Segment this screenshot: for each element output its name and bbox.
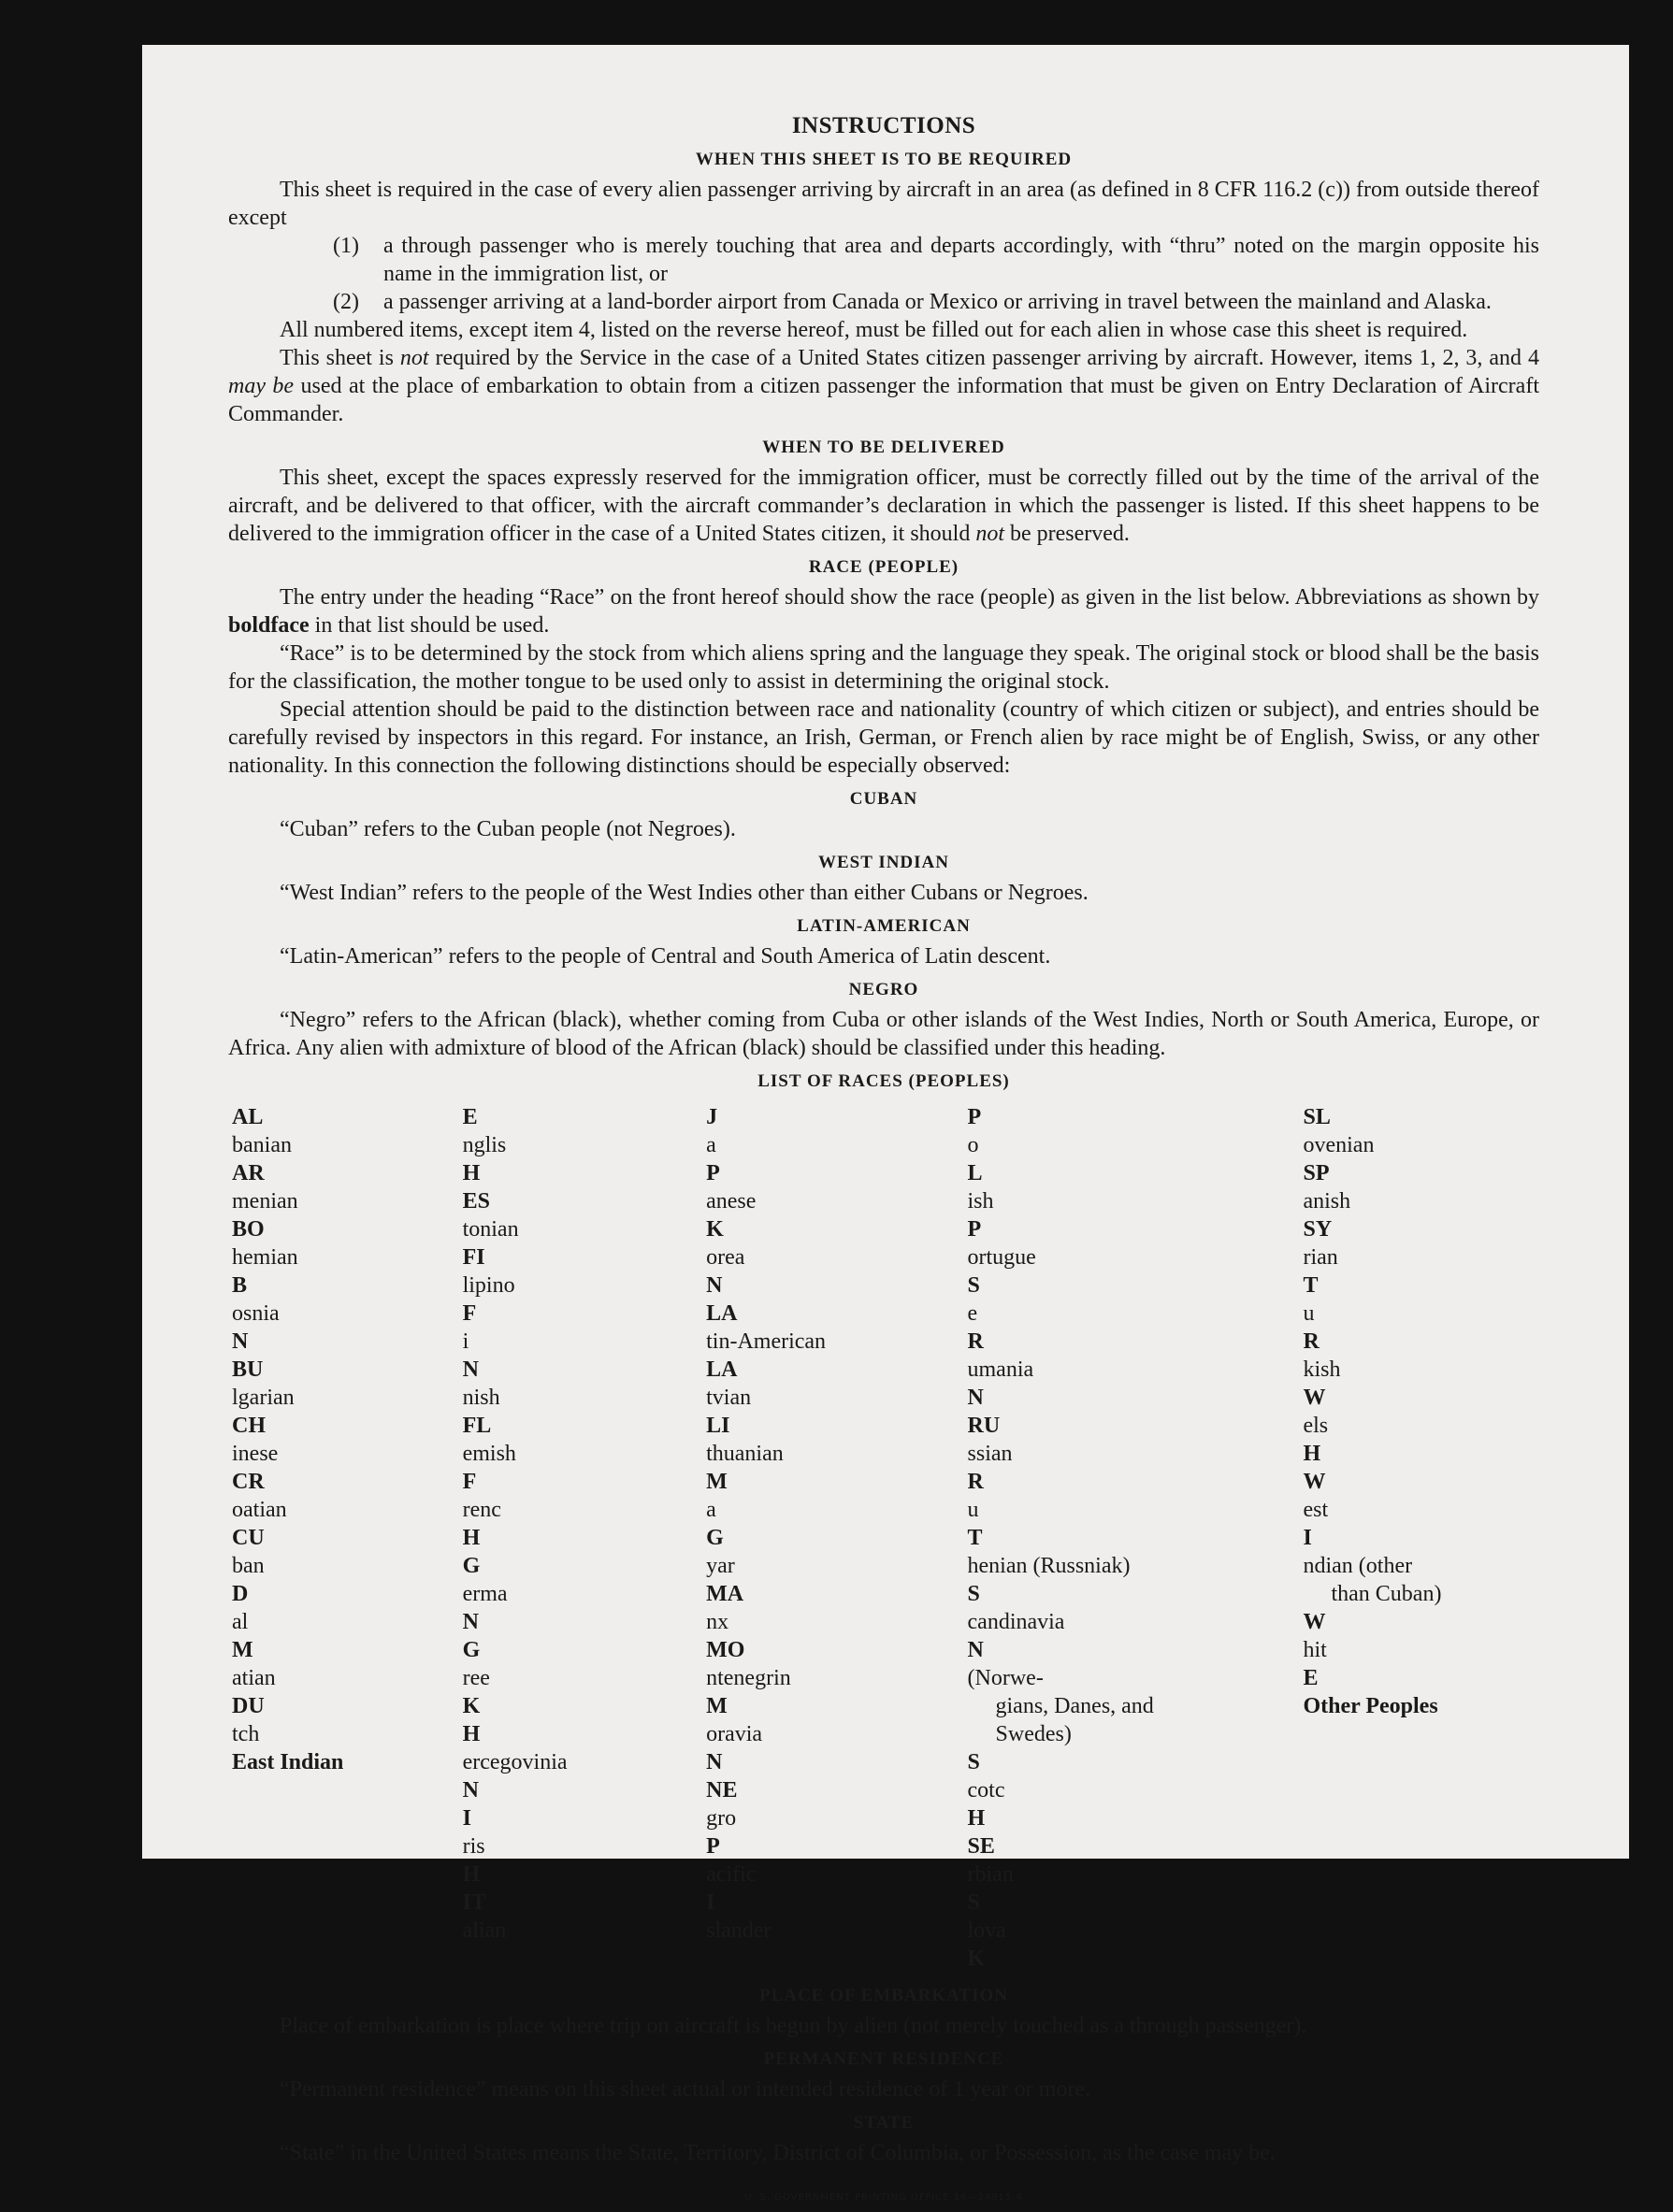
numbered-item-1 — [333, 232, 1539, 288]
race-entry: AL banian — [232, 1105, 292, 1157]
race-entry: IT alian — [462, 1890, 507, 1943]
race-entry: R u T henian (Russniak) — [967, 1470, 1131, 1578]
paragraph-race-entry: The entry under the heading “Race” on the front hereof should show the race (people) as given in the list below. Abbreviations as shown by boldface in that list should be used. — [228, 585, 1539, 638]
race-entry: ES tonian — [462, 1189, 519, 1242]
race-entry: CH inese — [232, 1414, 279, 1466]
race-entry: J a P anese — [706, 1105, 757, 1214]
race-entry: P ortugue S e — [967, 1217, 1036, 1326]
item-text: a passenger arriving at a land-border airport from Canada or Mexico or arriving in travel between the mainland and Alaska. — [383, 290, 1492, 314]
race-entry: E nglis H — [462, 1105, 507, 1185]
heading-race: RACE (PEOPLE) — [808, 557, 959, 577]
heading-cuban: CUBAN — [849, 789, 918, 809]
races-column-1 — [232, 1103, 463, 1973]
races-list — [232, 1103, 1539, 1973]
race-entry: D al M atian — [232, 1582, 276, 1690]
paragraph-negro: “Negro” refers to the African (black), whether coming from Cuba or other islands of the West Indies, North or South America, Europe, or Africa. Any alien with admixture of blood of the African (black) should be classified under this heading. — [228, 1008, 1539, 1060]
heading-when-delivered: WHEN TO BE DELIVERED — [762, 438, 1005, 457]
race-entry: MA nx — [706, 1582, 744, 1634]
race-entry: M oravia N — [706, 1694, 763, 1774]
race-entry: than Cuban) — [1331, 1582, 1442, 1606]
race-entry: East Indian — [232, 1750, 344, 1774]
race-entry: SL ovenian — [1303, 1105, 1375, 1157]
item-number: (2) — [333, 290, 359, 314]
race-entry: MO ntenegrin — [706, 1638, 791, 1690]
race-entry: Other Peoples — [1303, 1694, 1438, 1718]
paragraph-permanent-residence: “Permanent residence” means on this sheet actual or intended residence of 1 year or more. — [280, 2077, 1090, 2102]
instructions-content — [228, 112, 1539, 2212]
heading-latin-american: LATIN-AMERICAN — [797, 916, 971, 936]
heading-embarkation: PLACE OF EMBARKATION — [759, 1986, 1008, 2005]
race-entry: FI lipino — [462, 1245, 515, 1298]
paragraph-embarkation: Place of embarkation is place where trip on aircraft is begun by alien (not merely touched as a through passenger). — [280, 2014, 1307, 2038]
race-entry: P acific I slander — [706, 1834, 772, 1943]
race-entry: AR menian — [232, 1161, 298, 1214]
paragraph-required: This sheet is required in the case of every alien passenger arriving by aircraft in an area (as defined in 8 CFR 116.2 (c)) from outside thereof except — [228, 178, 1539, 230]
item-text: a through passenger who is merely touching that area and departs accordingly, with “thru” noted on the margin opposite his name in the immigration list, or — [383, 234, 1539, 286]
race-entry: BO hemian — [232, 1217, 298, 1270]
race-entry: F i N nish — [462, 1301, 500, 1410]
race-entry: T u R kish — [1303, 1273, 1341, 1382]
race-entry: SY rian — [1303, 1217, 1338, 1270]
race-entry: W els H — [1303, 1386, 1329, 1466]
paragraph-numbered-items: All numbered items, except item 4, listed on the reverse hereof, must be filled out for each alien in whose case this sheet is required. — [280, 318, 1468, 342]
race-entry: R umania N — [967, 1329, 1034, 1410]
race-entry: K orea N — [706, 1217, 745, 1298]
race-entry: B osnia N — [232, 1273, 280, 1354]
heading-permanent-residence: PERMANENT RESIDENCE — [763, 2049, 1004, 2069]
races-column-3 — [706, 1103, 967, 1973]
race-entry: NE gro — [706, 1778, 738, 1831]
race-entry: S lova K — [967, 1890, 1006, 1971]
race-entry: CR oatian — [232, 1470, 287, 1522]
race-entry: gians, Danes, and — [995, 1694, 1154, 1718]
race-entry: Swedes) — [995, 1722, 1072, 1746]
paragraph-citizen: This sheet is not required by the Service in the case of a United States citizen passenger arriving by aircraft. However, items 1, 2, 3, and 4 may be used at the place of embarkation to obtain from a citizen passenger the information that must be given on Entry Declaration of Aircraft Commander. — [228, 346, 1539, 426]
race-entry: S cotc H — [967, 1750, 1005, 1831]
race-entry: P o L ish — [967, 1105, 994, 1214]
race-entry: F renc H — [462, 1470, 501, 1550]
paragraph-west-indian: “West Indian” refers to the people of the West Indies other than either Cubans or Negroes. — [280, 881, 1089, 905]
paragraph-race-nationality: Special attention should be paid to the distinction between race and nationality (country of which citizen or subject), and entries should be carefully revised by inspectors in this regard. For instance, an Irish, German, or French alien by race might be of English, Swiss, or any other nationality. In this connection the following distinctions should be especially observed: — [228, 697, 1539, 778]
numbered-item-2 — [333, 288, 1539, 316]
race-entry: G ree K — [462, 1638, 490, 1718]
paragraph-state: “State” in the United States means the State, Territory, District of Columbia, or Possession, as the case may be. — [280, 2141, 1276, 2165]
race-entry: S candinavia N (Norwe- — [967, 1582, 1065, 1690]
paragraph-cuban: “Cuban” refers to the Cuban people (not Negroes). — [280, 817, 736, 841]
race-entry: W hit E — [1303, 1610, 1327, 1690]
race-entry: LI thuanian — [706, 1414, 784, 1466]
race-entry: DU tch — [232, 1694, 265, 1746]
race-entry: SP anish — [1303, 1161, 1351, 1214]
paragraph-race-stock: “Race” is to be determined by the stock from which aliens spring and the language they speak. The original stock or blood shall be the basis for the classification, the mother tongue to be used only to assist in determining the original stock. — [228, 641, 1539, 694]
heading-negro: NEGRO — [848, 980, 919, 999]
race-entry: H ercegovinia N — [462, 1722, 568, 1803]
printer-footer: U. S. GOVERNMENT PRINTING OFFICE 16—24915-4 — [743, 2192, 1024, 2203]
race-entry: G erma N — [462, 1554, 508, 1634]
races-column-5 — [1303, 1103, 1539, 1973]
race-entry: FL emish — [462, 1414, 516, 1466]
document-sheet — [142, 45, 1629, 2203]
heading-state: STATE — [853, 2113, 915, 2133]
item-number: (1) — [333, 234, 359, 258]
race-entry: SE rbian — [967, 1834, 1014, 1887]
race-entry: LA tvian — [706, 1357, 752, 1410]
races-column-2 — [463, 1103, 707, 1973]
race-entry: BU lgarian — [232, 1357, 295, 1410]
race-entry: M a G yar — [706, 1470, 735, 1578]
races-column-4 — [968, 1103, 1304, 1973]
page-title: INSTRUCTIONS — [791, 113, 976, 138]
heading-list-of-races: LIST OF RACES (PEOPLES) — [757, 1071, 1010, 1091]
race-entry: I ris H — [462, 1806, 485, 1887]
heading-when-required: WHEN THIS SHEET IS TO BE REQUIRED — [695, 150, 1073, 169]
race-entry: CU ban — [232, 1526, 265, 1578]
paragraph-latin-american: “Latin-American” refers to the people of Central and South America of Latin descent. — [280, 944, 1051, 969]
race-entry: LA tin-American — [706, 1301, 827, 1354]
paragraph-delivered: This sheet, except the spaces expressly reserved for the immigration officer, must be correctly filled out by the time of the arrival of the aircraft, and be delivered to that officer, with the aircraft commander’s declaration in which the passenger is listed. If this sheet happens to be delivered to the immigration officer in the case of a United States citizen, it should not be preserved. — [228, 466, 1539, 546]
race-entry: W est I ndian (other — [1303, 1470, 1413, 1578]
race-entry: RU ssian — [967, 1414, 1013, 1466]
heading-west-indian: WEST INDIAN — [818, 853, 949, 872]
